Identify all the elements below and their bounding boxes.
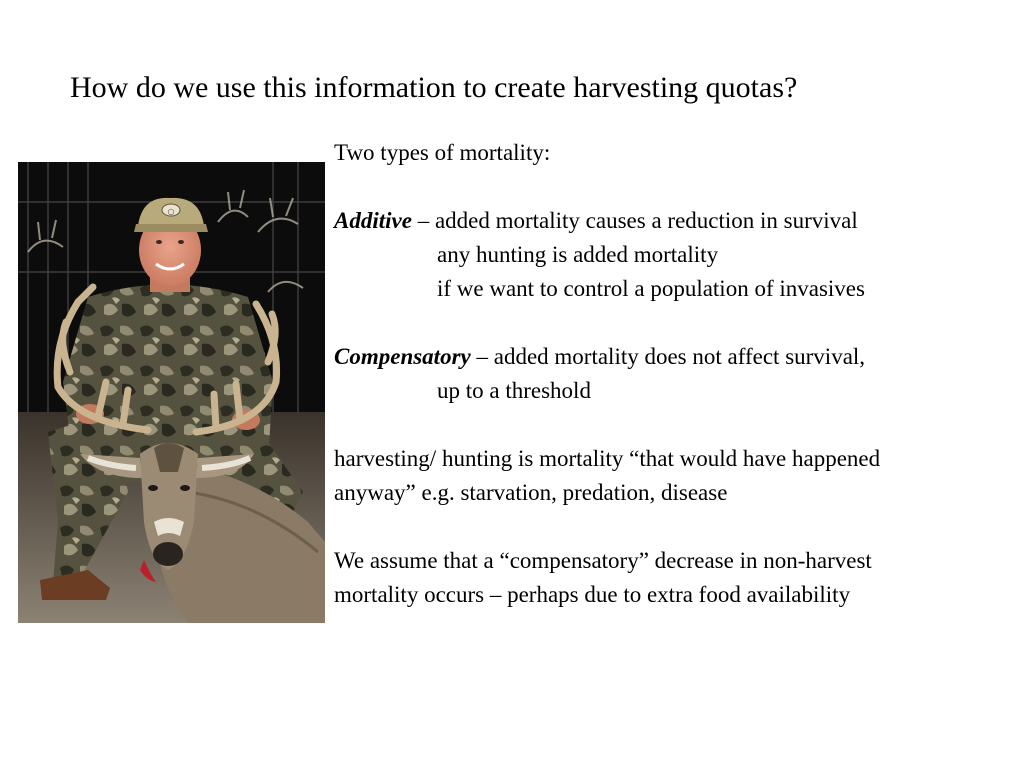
additive-definition: – added mortality causes a reduction in survival	[411, 208, 858, 233]
blank-line	[334, 306, 1024, 340]
slide-title: How do we use this information to create harvesting quotas?	[70, 71, 798, 104]
compensatory-definition: – added mortality does not affect survival,	[470, 344, 866, 369]
cap-logo: ○	[167, 207, 175, 216]
compensatory-continuation: up to a threshold	[437, 378, 591, 403]
slide-body	[334, 136, 1024, 612]
harvest-statement-line-1: harvesting/ hunting is mortality “that would have happened	[334, 446, 881, 471]
compensatory-term: Compensatory	[334, 344, 471, 369]
mortality-types-intro: Two types of mortality:	[334, 140, 551, 165]
additive-point-2: if we want to control a population of invasives	[437, 276, 865, 301]
hunter-with-deer-photo	[18, 162, 325, 623]
blank-line	[334, 408, 1024, 442]
blank-line	[334, 170, 1024, 204]
blank-line	[334, 510, 1024, 544]
compensatory-heading	[334, 340, 1024, 374]
additive-heading	[334, 204, 1024, 238]
assumption-line-1: We assume that a “compensatory” decrease in non-harvest	[334, 548, 872, 573]
assumption-line-2: mortality occurs – perhaps due to extra food availability	[334, 582, 851, 607]
harvest-statement-line-2: anyway” e.g. starvation, predation, disease	[334, 480, 728, 505]
additive-point-1: any hunting is added mortality	[437, 242, 719, 267]
additive-term: Additive	[334, 208, 412, 233]
